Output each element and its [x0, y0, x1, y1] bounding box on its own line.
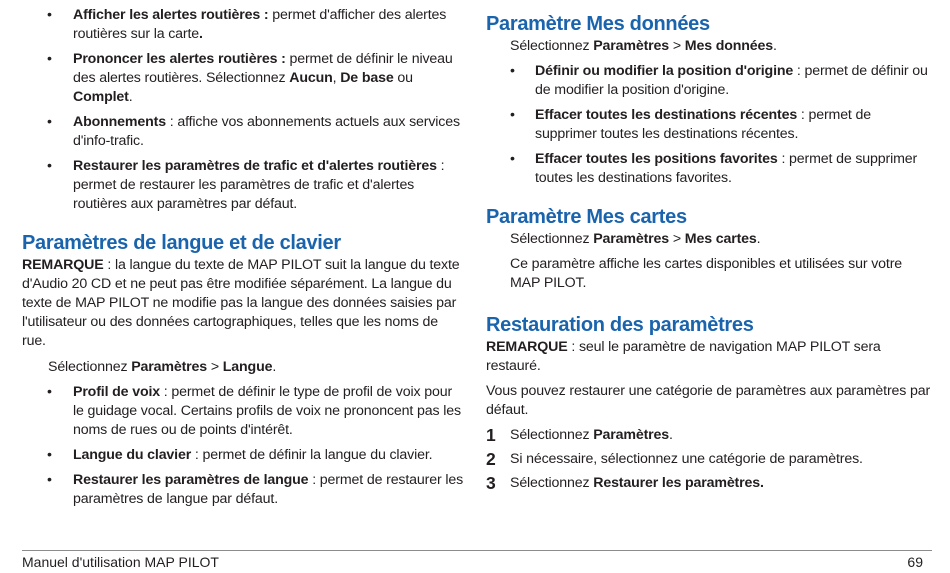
item-text: : permet de restaurer les paramètres de langue par défaut. [73, 472, 464, 507]
instruction-end: . [756, 231, 761, 247]
bullet-icon: • [47, 384, 52, 400]
note-text: : la langue du texte de MAP PILOT suit la langue du texte d'Audio 20 CD et ne peut pas être modifiée séparément. La langue du texte de MAP PILOT ne modifie pas la langue des données saisies par l'utilisateur ou des données cartographiques, telles que les noms de rue. [22, 257, 460, 349]
instruction-end: . [773, 38, 777, 54]
bullet-icon: • [47, 158, 52, 174]
note-label: REMARQUE [486, 339, 568, 355]
item-term: Définir ou modifier la position d'origine [535, 63, 794, 79]
instruction-end: . [272, 359, 277, 375]
bullet-icon: • [510, 63, 515, 79]
item-text: permet de définir le niveau des alertes routières. Sélectionnez [73, 51, 453, 86]
list-item [22, 6, 464, 44]
list-item [22, 383, 464, 440]
menu-separator: > [669, 38, 685, 54]
separator: , [332, 70, 341, 86]
page-number: 69 [907, 554, 923, 570]
step-end: . [669, 427, 673, 443]
list-item [22, 446, 464, 465]
step-text: Sélectionnez [510, 475, 594, 491]
traffic-settings-list [22, 6, 464, 214]
bullet-icon: • [47, 447, 52, 463]
right-column [486, 6, 932, 498]
item-term: Effacer toutes les positions favorites [535, 151, 778, 167]
instruction-prefix: Sélectionnez [510, 231, 594, 247]
item-term: Abonnements [73, 114, 166, 130]
step-bold: Restaurer les paramètres. [593, 475, 764, 491]
list-item [486, 106, 932, 144]
bullet-icon: • [510, 107, 515, 123]
section-title-my-data: Paramètre Mes données [486, 13, 710, 35]
item-text: : permet de supprimer toutes les destinations favorites. [535, 151, 918, 186]
step-number: 1 [486, 425, 496, 445]
left-column [22, 6, 464, 515]
section-title-my-maps: Paramètre Mes cartes [486, 206, 687, 228]
instruction-prefix: Sélectionnez [510, 38, 594, 54]
item-text: : affiche vos abonnements actuels aux services d'info-trafic. [73, 114, 460, 149]
select-instruction [22, 358, 464, 377]
section-title-language: Paramètres de langue et de clavier [22, 232, 341, 254]
language-settings-list [22, 383, 464, 509]
step-item [486, 450, 932, 469]
menu-settings: Paramètres [593, 231, 670, 247]
option-complete: Complet [73, 89, 129, 105]
step-text: Si nécessaire, sélectionnez une catégorie de paramètres. [510, 451, 863, 467]
item-term: Restaurer les paramètres de langue [73, 472, 309, 488]
option-none: Aucun [289, 70, 333, 86]
item-text: permet d'afficher des alertes routières sur la carte [73, 7, 447, 42]
menu-separator: > [207, 359, 223, 375]
list-item [22, 50, 464, 107]
my-data-list [486, 62, 932, 188]
item-term: Effacer toutes les destinations récentes [535, 107, 798, 123]
item-term: Profil de voix [73, 384, 160, 400]
item-tail: . [199, 26, 203, 42]
menu-my-data: Mes données [684, 38, 774, 54]
note-label: REMARQUE [22, 257, 104, 273]
menu-settings: Paramètres [593, 38, 670, 54]
item-term: Afficher les alertes routières : [73, 7, 269, 23]
footer-divider [22, 550, 932, 551]
item-text: : permet de restaurer les paramètres de trafic et d'alertes routières aux paramètres par défaut. [73, 158, 445, 212]
footer-manual-title: Manuel d'utilisation MAP PILOT [22, 554, 219, 570]
section-title-restore: Restauration des paramètres [486, 314, 754, 336]
instruction-prefix: Sélectionnez [48, 359, 132, 375]
step-item [486, 426, 932, 445]
select-instruction [486, 230, 932, 249]
note-text: : seul le paramètre de navigation MAP PILOT sera restauré. [486, 339, 881, 374]
step-number: 3 [486, 473, 496, 493]
restore-paragraph: Vous pouvez restaurer une catégorie de paramètres aux paramètres par défaut. [486, 383, 931, 418]
step-item [486, 474, 932, 493]
restore-steps [486, 426, 932, 493]
item-text: : permet de définir le type de profil de voix pour le guidage vocal. Certains profils de voix ne prononcent pas les noms de rues ou de points d'intérêt. [73, 384, 461, 438]
list-item [22, 157, 464, 214]
bullet-icon: • [47, 472, 52, 488]
menu-language: Langue [222, 359, 273, 375]
bullet-icon: • [47, 51, 52, 67]
item-term: Prononcer les alertes routières : [73, 51, 286, 67]
note-paragraph [22, 256, 464, 351]
list-item [486, 62, 932, 100]
option-basic: De base [340, 70, 394, 86]
item-text: : permet de définir ou de modifier la position d'origine. [535, 63, 928, 98]
list-item [486, 150, 932, 188]
separator: ou [393, 70, 413, 86]
item-end: . [128, 89, 133, 105]
maps-paragraph: Ce paramètre affiche les cartes disponibles et utilisées sur votre MAP PILOT. [510, 256, 903, 291]
list-item [22, 113, 464, 151]
bullet-icon: • [47, 7, 52, 23]
note-paragraph [486, 338, 932, 376]
bullet-icon: • [47, 114, 52, 130]
item-text: : permet de définir la langue du clavier. [191, 447, 433, 463]
menu-separator: > [669, 231, 685, 247]
item-term: Restaurer les paramètres de trafic et d'alertes routières [73, 158, 437, 174]
step-text: Sélectionnez [510, 427, 594, 443]
select-instruction [486, 37, 932, 56]
step-number: 2 [486, 449, 496, 469]
bullet-icon: • [510, 151, 515, 167]
menu-my-maps: Mes cartes [684, 231, 757, 247]
list-item [22, 471, 464, 509]
step-bold: Paramètres [593, 427, 670, 443]
menu-settings: Paramètres [131, 359, 208, 375]
item-text: : permet de supprimer toutes les destinations récentes. [535, 107, 871, 142]
item-term: Langue du clavier [73, 447, 192, 463]
